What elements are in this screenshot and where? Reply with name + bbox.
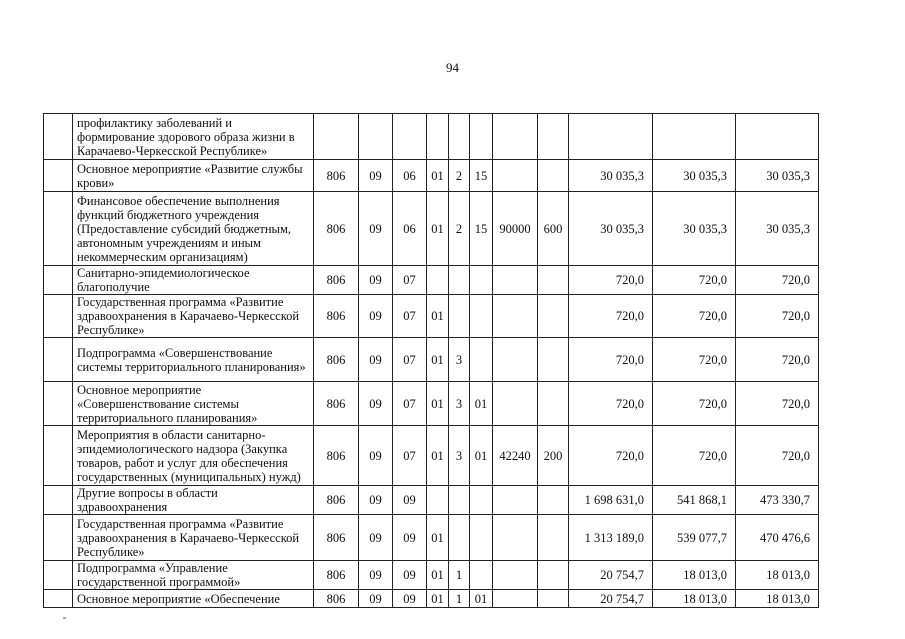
cell-p2	[449, 295, 470, 338]
cell-y3: 473 330,7	[736, 486, 819, 515]
cell-pr: 06	[393, 160, 427, 192]
cell-vr	[538, 590, 569, 608]
cell-p1: 01	[427, 590, 449, 608]
cell-y1: 720,0	[569, 426, 653, 486]
cell-p3	[470, 561, 493, 590]
cell-y1: 720,0	[569, 295, 653, 338]
cell-vr	[538, 295, 569, 338]
cell-pr: 07	[393, 338, 427, 382]
row-number-cell	[44, 515, 73, 561]
cell-p2	[449, 515, 470, 561]
budget-table	[43, 113, 819, 608]
cell-y3: 470 476,6	[736, 515, 819, 561]
cell-p4	[493, 160, 538, 192]
cell-p4: 90000	[493, 192, 538, 266]
cell-y1: 720,0	[569, 266, 653, 295]
cell-vr	[538, 338, 569, 382]
cell-rz: 09	[359, 590, 393, 608]
cell-y2: 720,0	[653, 426, 736, 486]
cell-p4	[493, 266, 538, 295]
table-row	[44, 192, 819, 266]
cell-rz	[359, 114, 393, 160]
cell-y1: 20 754,7	[569, 590, 653, 608]
cell-p2: 2	[449, 160, 470, 192]
cell-p4: 42240	[493, 426, 538, 486]
cell-glava: 806	[314, 160, 359, 192]
cell-pr: 09	[393, 515, 427, 561]
cell-pr: 07	[393, 382, 427, 426]
cell-name: Государственная программа «Развитие здравоохранения в Карачаево-Черкесской Республике»	[73, 515, 314, 561]
cell-name: профилактику заболеваний и формирование здорового образа жизни в Карачаево-Черкесской Республике»	[73, 114, 314, 160]
cell-glava: 806	[314, 266, 359, 295]
cell-p1: 01	[427, 160, 449, 192]
cell-p3	[470, 515, 493, 561]
cell-p2: 3	[449, 338, 470, 382]
cell-rz: 09	[359, 295, 393, 338]
cell-glava: 806	[314, 590, 359, 608]
cell-vr	[538, 515, 569, 561]
cell-p2: 3	[449, 426, 470, 486]
cell-y3: 720,0	[736, 266, 819, 295]
cell-y1: 30 035,3	[569, 160, 653, 192]
cell-p1: 01	[427, 515, 449, 561]
cell-name: Основное мероприятие «Совершенствование системы территориального планирования»	[73, 382, 314, 426]
cell-y1	[569, 114, 653, 160]
cell-p3	[470, 266, 493, 295]
cell-rz: 09	[359, 266, 393, 295]
cell-p3: 15	[470, 192, 493, 266]
cell-name: Подпрограмма «Совершенствование системы территориального планирования»	[73, 338, 314, 382]
cell-rz: 09	[359, 192, 393, 266]
cell-rz: 09	[359, 561, 393, 590]
cell-p4	[493, 295, 538, 338]
cell-pr: 07	[393, 266, 427, 295]
cell-glava: 806	[314, 382, 359, 426]
cell-y2: 18 013,0	[653, 590, 736, 608]
cell-p2: 3	[449, 382, 470, 426]
cell-pr: 09	[393, 561, 427, 590]
cell-pr: 06	[393, 192, 427, 266]
table-row	[44, 515, 819, 561]
cell-glava	[314, 114, 359, 160]
cell-name: Финансовое обеспечение выполнения функций бюджетного учреждения (Предоставление субсидий бюджетным, автономным учреждениям и иным некоммерческим организациям)	[73, 192, 314, 266]
cell-p3: 01	[470, 426, 493, 486]
row-number-cell	[44, 561, 73, 590]
cell-p1	[427, 114, 449, 160]
cell-vr	[538, 160, 569, 192]
cell-y3: 720,0	[736, 382, 819, 426]
cell-glava: 806	[314, 561, 359, 590]
cell-vr	[538, 114, 569, 160]
cell-pr: 09	[393, 486, 427, 515]
cell-p4	[493, 561, 538, 590]
cell-pr: 07	[393, 295, 427, 338]
table-row	[44, 382, 819, 426]
table-row	[44, 426, 819, 486]
cell-p2	[449, 266, 470, 295]
row-number-cell	[44, 266, 73, 295]
cell-p2	[449, 486, 470, 515]
cell-p3	[470, 486, 493, 515]
cell-p4	[493, 515, 538, 561]
cell-y2: 539 077,7	[653, 515, 736, 561]
cell-y3: 30 035,3	[736, 160, 819, 192]
cell-rz: 09	[359, 338, 393, 382]
cell-y1: 1 313 189,0	[569, 515, 653, 561]
cell-p1	[427, 486, 449, 515]
cell-y1: 20 754,7	[569, 561, 653, 590]
cell-p3	[470, 338, 493, 382]
table-row	[44, 590, 819, 608]
table-row	[44, 266, 819, 295]
cell-y2: 720,0	[653, 338, 736, 382]
cell-y2: 720,0	[653, 295, 736, 338]
cell-y2: 541 868,1	[653, 486, 736, 515]
cell-vr	[538, 486, 569, 515]
cell-glava: 806	[314, 486, 359, 515]
row-number-cell	[44, 295, 73, 338]
cell-name: Мероприятия в области санитарно-эпидемиологического надзора (Закупка товаров, работ и услуг для обеспечения государственных (муниципальных) нужд)	[73, 426, 314, 486]
table-row	[44, 160, 819, 192]
cell-y2: 720,0	[653, 382, 736, 426]
cell-p4	[493, 486, 538, 515]
table-body	[44, 114, 819, 608]
cell-y2: 30 035,3	[653, 192, 736, 266]
cell-p4	[493, 382, 538, 426]
cell-name: Санитарно-эпидемиологическое благополучие	[73, 266, 314, 295]
cell-y3: 720,0	[736, 338, 819, 382]
cell-y3: 30 035,3	[736, 192, 819, 266]
table-row	[44, 295, 819, 338]
cell-p3	[470, 295, 493, 338]
cell-p1: 01	[427, 561, 449, 590]
cell-y2	[653, 114, 736, 160]
table-row	[44, 114, 819, 160]
cell-p4	[493, 338, 538, 382]
cell-y1: 30 035,3	[569, 192, 653, 266]
cell-rz: 09	[359, 486, 393, 515]
cell-p1	[427, 266, 449, 295]
cell-name: Государственная программа «Развитие здравоохранения в Карачаево-Черкесской Республике»	[73, 295, 314, 338]
cell-glava: 806	[314, 192, 359, 266]
row-number-cell	[44, 114, 73, 160]
row-number-cell	[44, 338, 73, 382]
cell-rz: 09	[359, 426, 393, 486]
cell-name: Другие вопросы в области здравоохранения	[73, 486, 314, 515]
cell-y1: 1 698 631,0	[569, 486, 653, 515]
cell-glava: 806	[314, 515, 359, 561]
row-number-cell	[44, 382, 73, 426]
cell-rz: 09	[359, 382, 393, 426]
cell-p3	[470, 114, 493, 160]
row-number-cell	[44, 486, 73, 515]
cell-glava: 806	[314, 295, 359, 338]
cell-y3: 18 013,0	[736, 561, 819, 590]
cell-p1: 01	[427, 295, 449, 338]
cell-p1: 01	[427, 192, 449, 266]
cell-rz: 09	[359, 160, 393, 192]
row-number-cell	[44, 590, 73, 608]
cell-vr	[538, 382, 569, 426]
cell-p2	[449, 114, 470, 160]
cell-y3	[736, 114, 819, 160]
page-number: 94	[446, 60, 459, 75]
cell-name: Основное мероприятие «Развитие службы крови»	[73, 160, 314, 192]
row-number-cell	[44, 192, 73, 266]
cell-p3: 01	[470, 590, 493, 608]
cell-vr: 600	[538, 192, 569, 266]
cell-name: Основное мероприятие «Обеспечение	[73, 590, 314, 608]
cell-p2: 2	[449, 192, 470, 266]
cell-y2: 720,0	[653, 266, 736, 295]
row-number-cell	[44, 426, 73, 486]
cell-p4	[493, 114, 538, 160]
cell-pr: 09	[393, 590, 427, 608]
cell-rz: 09	[359, 515, 393, 561]
cell-p1: 01	[427, 338, 449, 382]
cell-p1: 01	[427, 382, 449, 426]
cell-y1: 720,0	[569, 382, 653, 426]
cell-p4	[493, 590, 538, 608]
stray-mark	[63, 617, 66, 619]
cell-p2: 1	[449, 590, 470, 608]
cell-y2: 18 013,0	[653, 561, 736, 590]
table-row	[44, 338, 819, 382]
row-number-cell	[44, 160, 73, 192]
cell-vr: 200	[538, 426, 569, 486]
cell-y1: 720,0	[569, 338, 653, 382]
cell-y2: 30 035,3	[653, 160, 736, 192]
cell-p3: 01	[470, 382, 493, 426]
cell-p1: 01	[427, 426, 449, 486]
cell-y3: 720,0	[736, 295, 819, 338]
cell-p2: 1	[449, 561, 470, 590]
cell-vr	[538, 266, 569, 295]
cell-glava: 806	[314, 426, 359, 486]
cell-vr	[538, 561, 569, 590]
table-row	[44, 561, 819, 590]
cell-y3: 18 013,0	[736, 590, 819, 608]
cell-pr: 07	[393, 426, 427, 486]
cell-y3: 720,0	[736, 426, 819, 486]
cell-name: Подпрограмма «Управление государственной программой»	[73, 561, 314, 590]
table-row	[44, 486, 819, 515]
cell-p3: 15	[470, 160, 493, 192]
cell-pr	[393, 114, 427, 160]
cell-glava: 806	[314, 338, 359, 382]
